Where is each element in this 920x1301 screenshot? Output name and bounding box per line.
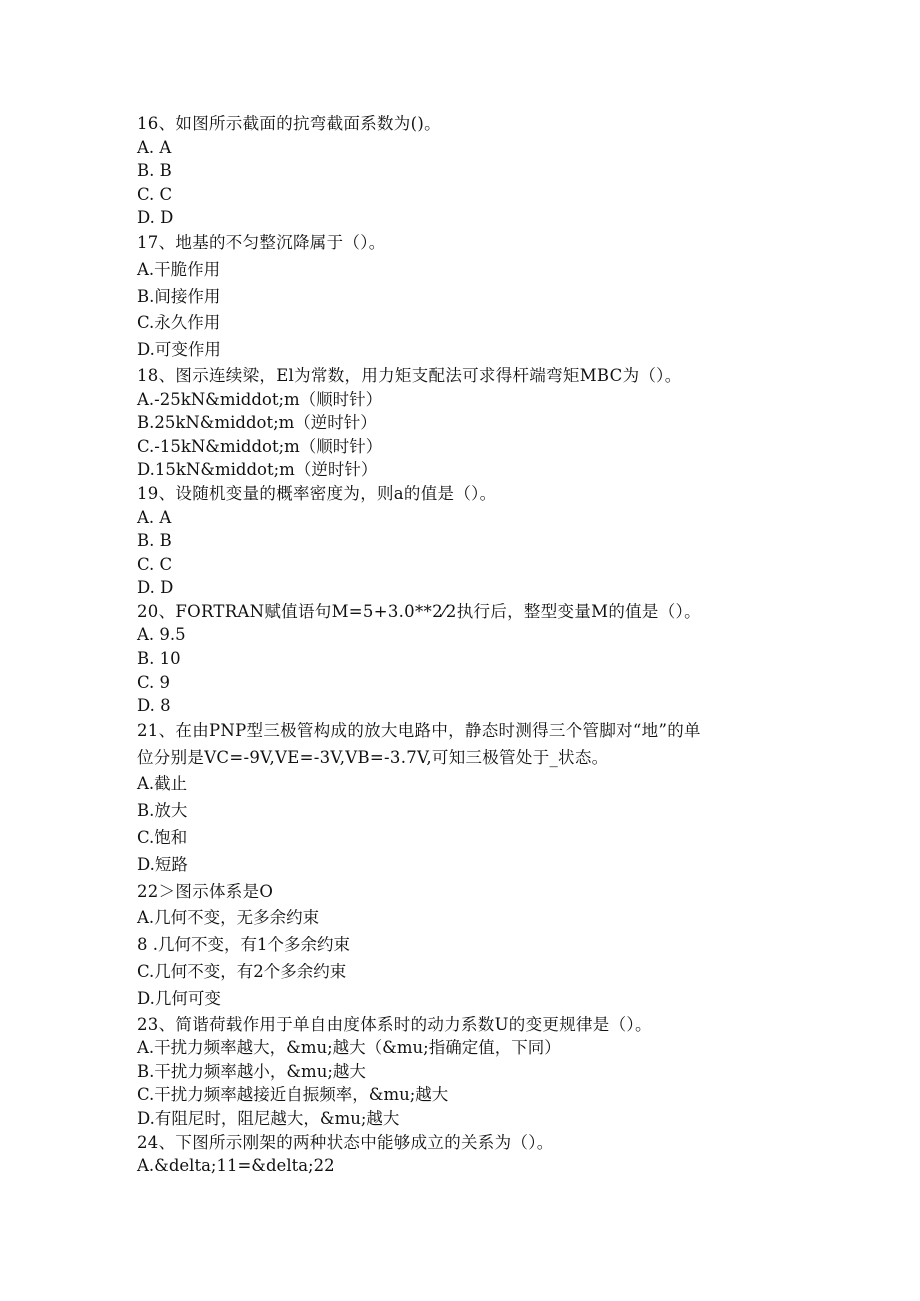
question-24-stem: 24、下图所示刚架的两种状态中能够成立的关系为（）。 <box>137 1132 554 1152</box>
question-20-option-c: C. 9 <box>137 672 171 692</box>
question-22-option-a: A.几何不变，无多余约束 <box>137 908 320 928</box>
question-20-option-b: B. 10 <box>137 649 181 669</box>
question-23-stem: 23、简谐荷载作用于单自由度体系时的动力系数U的变更规律是（）。 <box>137 1014 652 1034</box>
question-19-option-c: C. C <box>137 554 173 574</box>
question-17-option-b: B.间接作用 <box>137 286 221 306</box>
question-23-option-b: B.干扰力频率越小，&mu;越大 <box>137 1061 366 1081</box>
question-list <box>137 112 797 1178</box>
question-20-stem: 20、FORTRAN赋值语句M=5+3.0**2⁄2执行后，整型变量M的值是（）。 <box>137 601 701 621</box>
question-16-stem: 16、如图所示截面的抗弯截面系数为()。 <box>137 114 441 133</box>
question-16-option-d: D. D <box>137 208 174 228</box>
question-21-option-d: D.短路 <box>137 854 188 874</box>
question-18-option-d: D.15kN&middot;m（逆时针） <box>137 460 378 480</box>
question-22-stem: 22＞图示体系是O <box>137 881 274 901</box>
question-22-option-d: D.几何可变 <box>137 988 221 1008</box>
question-23-option-a: A.干扰力频率越大，&mu;越大（&mu;指确定值，下同） <box>137 1038 561 1058</box>
question-24-option-a: A.&delta;11=&delta;22 <box>137 1156 335 1176</box>
question-20-option-d: D. 8 <box>137 696 171 716</box>
question-22-option-c: C.几何不变，有2个多余约束 <box>137 962 347 982</box>
question-23-option-d: D.有阻尼时，阻尼越大，&mu;越大 <box>137 1109 400 1128</box>
question-22-option-b: 8 .几何不变，有1个多余约束 <box>137 935 350 955</box>
question-19-option-b: B. B <box>137 531 172 551</box>
question-19-option-a: A. A <box>137 507 172 527</box>
question-19-option-d: D. D <box>137 578 174 598</box>
question-20-option-a: A. 9.5 <box>137 625 186 645</box>
question-16-option-a: A. A <box>137 137 172 157</box>
question-19-stem: 19、设随机变量的概率密度为，则a的值是（）。 <box>137 483 497 503</box>
question-18-stem: 18、图示连续梁，El为常数，用力矩支配法可求得杆端弯矩MBC为（）。 <box>137 365 682 385</box>
question-21-option-c: C.饱和 <box>137 828 188 848</box>
question-17-stem: 17、地基的不匀整沉降属于（）。 <box>137 232 386 252</box>
question-18-option-c: C.-15kN&middot;m（顺时针） <box>137 436 383 456</box>
question-18-option-a: A.-25kN&middot;m（顺时针） <box>137 389 383 409</box>
question-17-option-c: C.永久作用 <box>137 313 221 333</box>
question-21-stem: 21、在由PNP型三极管构成的放大电路中，静态时测得三个管脚对“地”的单 <box>137 720 701 740</box>
question-21-option-a: A.截止 <box>137 774 188 794</box>
question-23-option-c: C.干扰力频率越接近自振频率，&mu;越大 <box>137 1085 449 1105</box>
question-17-option-a: A.干脆作用 <box>137 259 221 279</box>
question-18-option-b: B.25kN&middot;m（逆时针） <box>137 413 377 433</box>
question-21-stem-continued: 位分别是VC=-9V,VE=-3V,VB=-3.7V,可知三极管处于_状态。 <box>137 747 609 767</box>
question-16-option-c: C. C <box>137 184 173 204</box>
question-16-option-b: B. B <box>137 161 172 181</box>
question-21-option-b: B.放大 <box>137 801 188 821</box>
question-17-option-d: D.可变作用 <box>137 340 221 360</box>
